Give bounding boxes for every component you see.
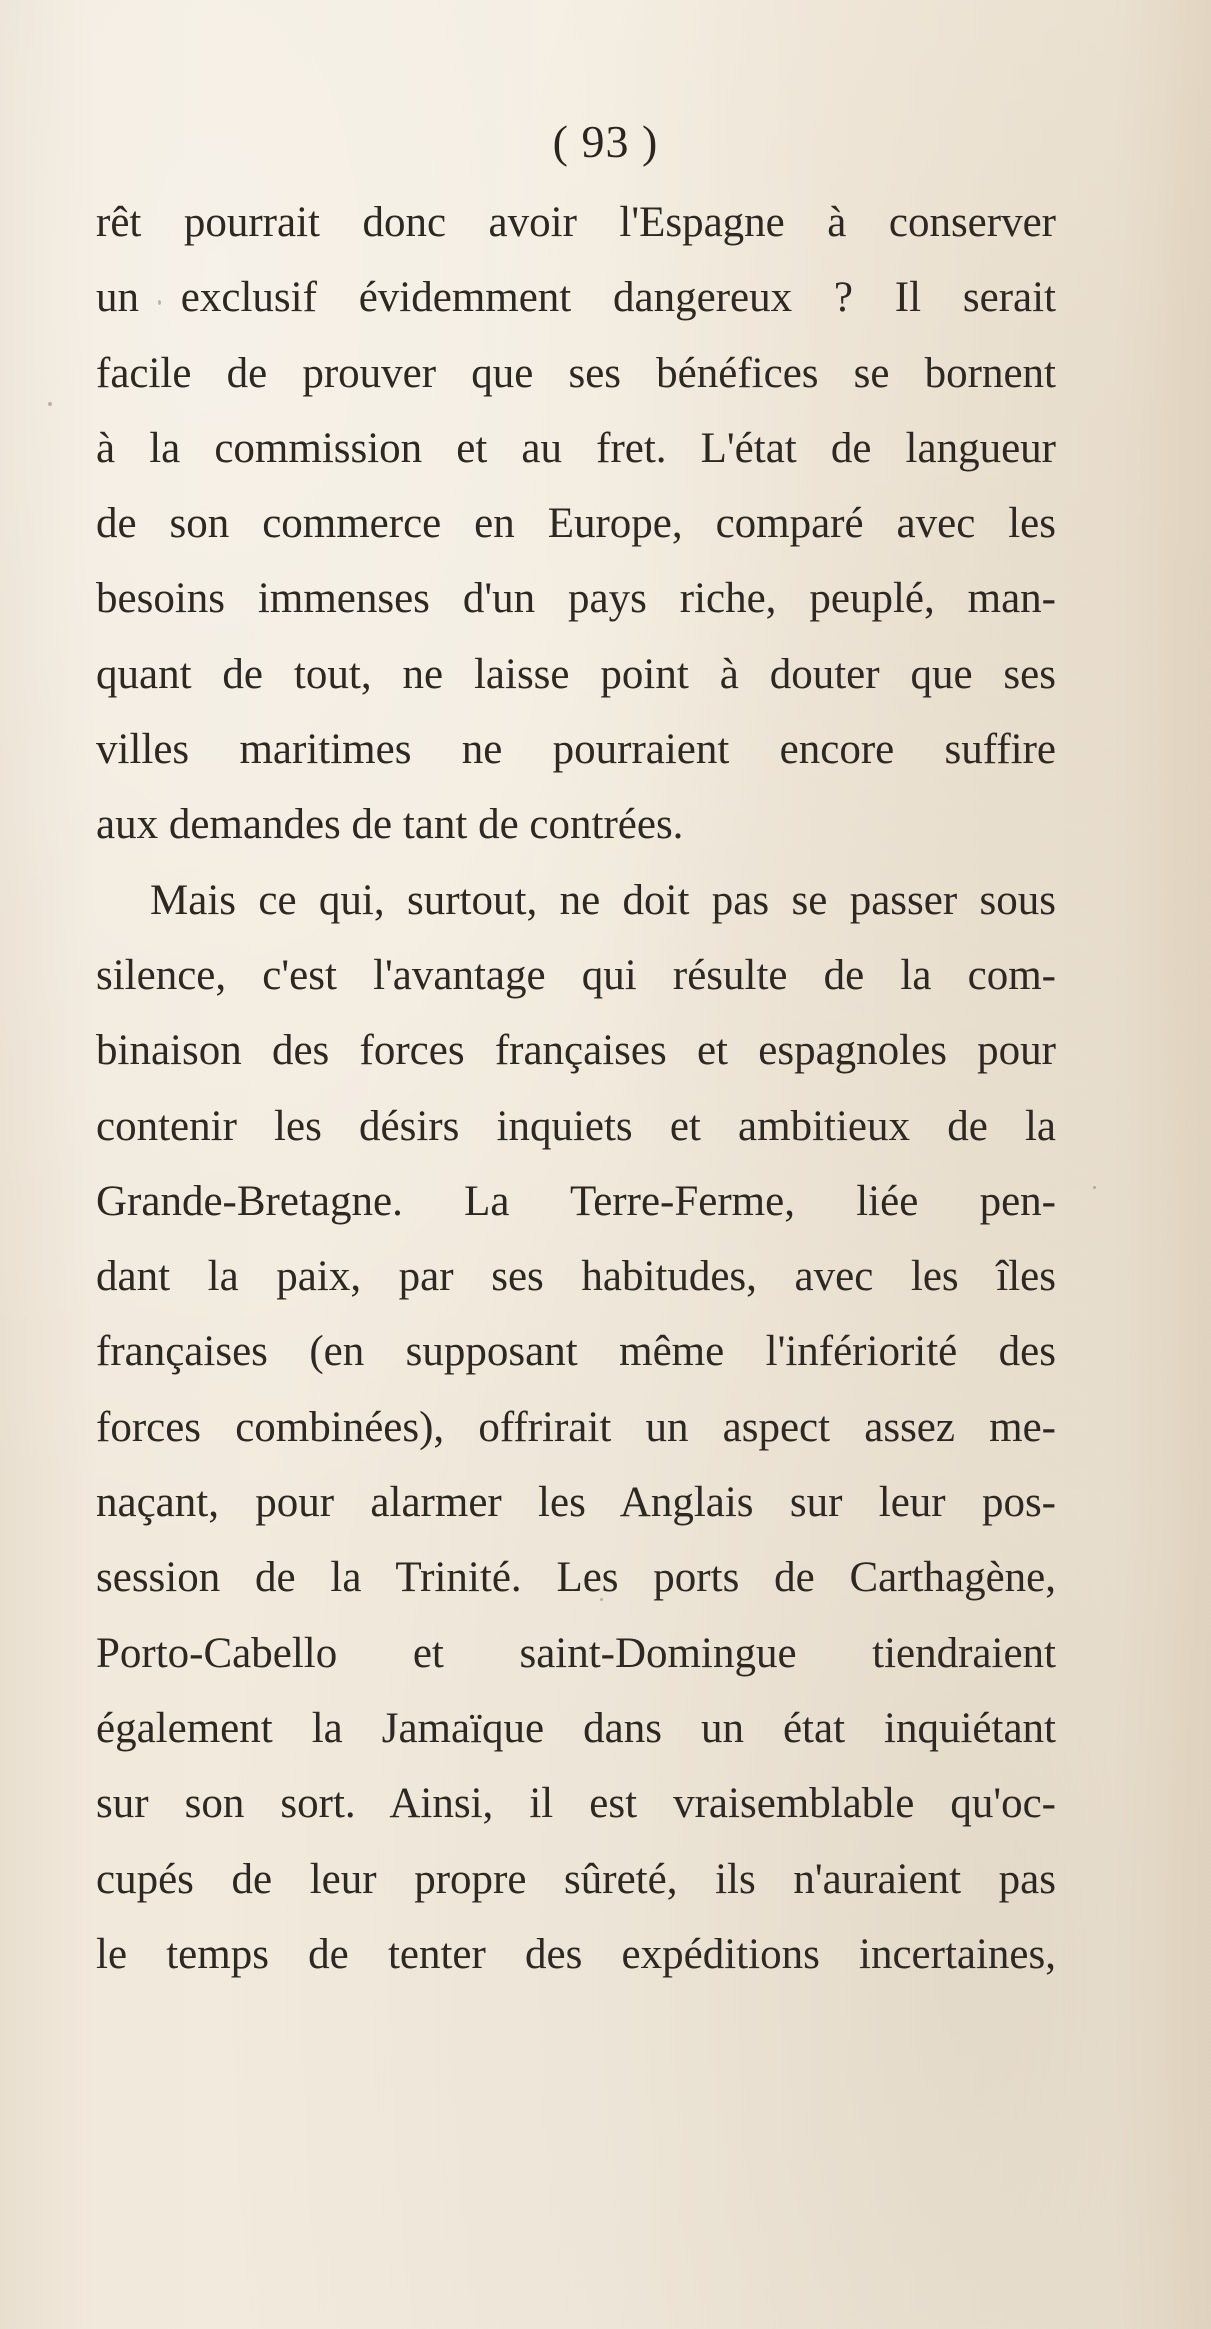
text-line: aux demandes de tant de contrées.: [96, 801, 684, 849]
text-line: villes maritimes ne pourraient encore suffire: [96, 726, 1056, 774]
paper-speck: [600, 1598, 603, 1601]
text-line: facile de prouver que ses bénéfices se bornent: [96, 349, 1056, 397]
text-line: session de la Trinité. Les ports de Carthagène,: [96, 1554, 1056, 1602]
paragraph-1: [96, 185, 1056, 863]
paper-speck: [48, 402, 52, 406]
paper-speck: [158, 300, 161, 305]
text-line: un exclusif évidemment dangereux ? Il serait: [96, 274, 1056, 322]
text-line: Grande-Bretagne. La Terre-Ferme, liée pen-: [96, 1177, 1056, 1225]
text-line: sur son sort. Ainsi, il est vraisemblable qu'oc-: [96, 1780, 1056, 1828]
body-text: [96, 185, 1056, 1992]
text-line: besoins immenses d'un pays riche, peuplé, man-: [96, 575, 1056, 623]
text-line: cupés de leur propre sûreté, ils n'auraient pas: [96, 1855, 1056, 1903]
text-line: dant la paix, par ses habitudes, avec les îles: [96, 1253, 1056, 1301]
paper-speck: [1093, 1186, 1096, 1189]
text-line: contenir les désirs inquiets et ambitieux de la: [96, 1102, 1056, 1150]
text-line: naçant, pour alarmer les Anglais sur leur pos-: [96, 1479, 1056, 1527]
text-line: le temps de tenter des expéditions incertaines,: [96, 1930, 1056, 1978]
text-line: de son commerce en Europe, comparé avec les: [96, 500, 1056, 548]
text-line: silence, c'est l'avantage qui résulte de la com-: [96, 951, 1056, 999]
page-number: ( 93 ): [552, 116, 659, 167]
text-line: Porto-Cabello et saint-Domingue tiendraient: [96, 1629, 1056, 1677]
text-line: rêt pourrait donc avoir l'Espagne à conserver: [96, 199, 1056, 246]
text-line: à la commission et au fret. L'état de langueur: [96, 424, 1056, 472]
text-line: binaison des forces françaises et espagnoles pour: [96, 1027, 1056, 1075]
text-line: quant de tout, ne laisse point à douter que ses: [96, 650, 1056, 698]
paragraph-2: [96, 863, 1056, 1992]
text-line: Mais ce qui, surtout, ne doit pas se passer sous: [150, 876, 1056, 924]
text-line: françaises (en supposant même l'infériorité des: [96, 1328, 1056, 1376]
text-line: forces combinées), offrirait un aspect assez me-: [96, 1403, 1056, 1451]
text-line: également la Jamaïque dans un état inquiétant: [96, 1704, 1056, 1752]
